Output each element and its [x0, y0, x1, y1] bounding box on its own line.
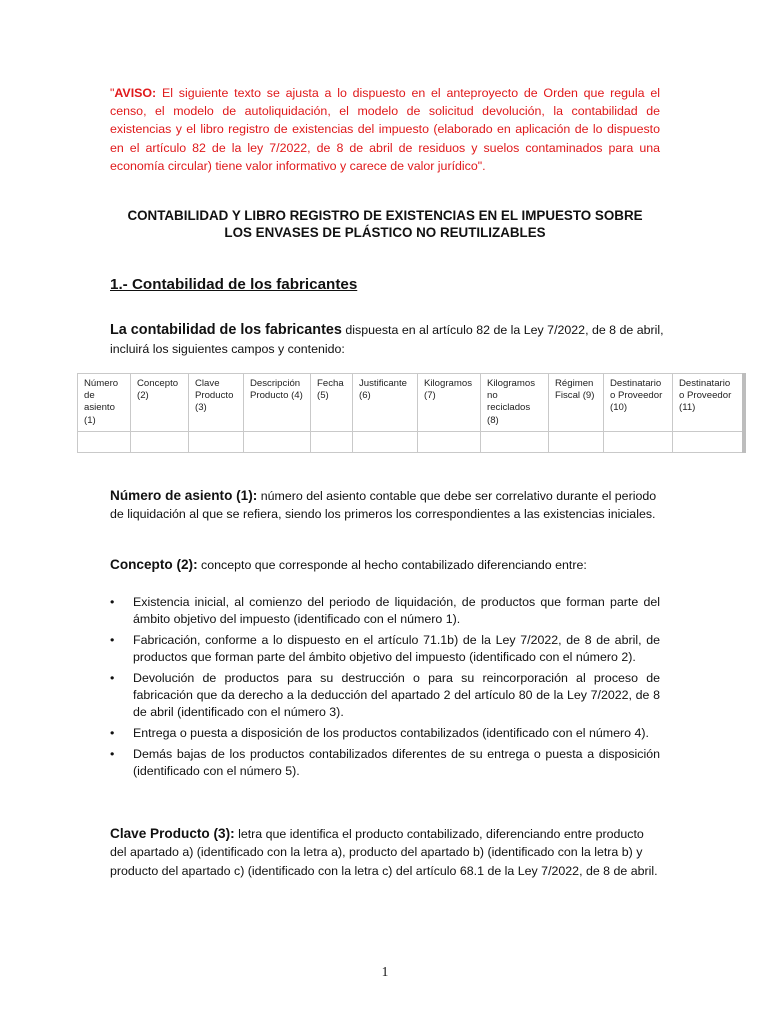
- section-heading: 1.- Contabilidad de los fabricantes: [110, 276, 358, 293]
- table-cell: [353, 431, 418, 452]
- table-cell: [78, 431, 131, 452]
- intro-lead: La contabilidad de los fabricantes: [110, 322, 342, 338]
- table-header-row: [78, 374, 744, 432]
- concepto-paragraph: [110, 556, 660, 574]
- table-header-cell: Régimen Fiscal (9): [549, 374, 604, 432]
- table-header-cell: Concepto (2): [131, 374, 189, 432]
- table-header-cell: Descripción Producto (4): [244, 374, 311, 432]
- list-item-text: Existencia inicial, al comienzo del periodo de liquidación, de productos que forman parte del ámbito objetivo del impuesto (identificado con el número 1).: [133, 595, 660, 627]
- asiento-paragraph: [110, 487, 660, 524]
- bullet-icon: •: [110, 633, 115, 647]
- table-cell: [549, 431, 604, 452]
- clave-text: letra que identifica el producto contabilizado, diferenciando entre producto del apartado a) (identificado con la letra a), producto del apartado b) (identificado con la letra b) y producto del apartado c) (identificado con la letra c) del artículo 68.1 de la Ley 7/2022, de 8 de abril.: [110, 827, 658, 878]
- table-header-cell: Justificante (6): [353, 374, 418, 432]
- list-item: [110, 746, 660, 780]
- asiento-term: Número de asiento (1):: [110, 488, 258, 503]
- table-header-cell: Destinatario o Proveedor (11): [673, 374, 744, 432]
- list-item-text: Demás bajas de los productos contabilizados diferentes de su entrega o puesta a disposición (identificado con el número 5).: [133, 747, 660, 779]
- clave-term: Clave Producto (3):: [110, 826, 235, 841]
- page-number: 1: [381, 964, 389, 979]
- clave-paragraph: [110, 825, 660, 880]
- table-header-cell: Destinatario o Proveedor (10): [604, 374, 673, 432]
- table-cell: [311, 431, 353, 452]
- concepto-text: concepto que corresponde al hecho contabilizado diferenciando entre:: [197, 558, 587, 572]
- asiento-text: número del asiento contable que debe ser correlativo durante el periodo de liquidación al que se refiera, siendo los primeros los correspondientes a las existencias iniciales.: [110, 489, 657, 522]
- table-cell: [189, 431, 244, 452]
- table-cell: [481, 431, 549, 452]
- list-item-text: Fabricación, conforme a lo dispuesto en el artículo 71.1b) de la Ley 7/2022, de 8 de abril, de productos que forman parte del ámbito objetivo del impuesto (identificado con el número 2).: [133, 633, 660, 665]
- notice-open-quote: ": [110, 86, 115, 100]
- intro-paragraph: [110, 321, 670, 358]
- table-cell: [131, 431, 189, 452]
- table-header-cell: Fecha (5): [311, 374, 353, 432]
- bullet-icon: •: [110, 726, 115, 741]
- table-cell: [604, 431, 673, 452]
- fields-table: [77, 373, 746, 453]
- bullet-icon: •: [110, 671, 115, 685]
- bullet-icon: •: [110, 747, 115, 761]
- table-header-cell: Kilogramos (7): [418, 374, 481, 432]
- document-title: [100, 207, 670, 241]
- list-item-text: Entrega o puesta a disposición de los productos contabilizados (identificado con el número 4).: [133, 726, 649, 741]
- legal-notice: [110, 84, 660, 175]
- table-header-cell: Kilogramos no reciclados (8): [481, 374, 549, 432]
- table-cell: [244, 431, 311, 452]
- list-item: [110, 670, 660, 722]
- notice-label: AVISO:: [114, 86, 157, 100]
- bullet-icon: •: [110, 595, 115, 609]
- list-item: [110, 632, 660, 666]
- table-header-cell: Número de asiento (1): [78, 374, 131, 432]
- list-item: [110, 594, 660, 628]
- list-item-text: Devolución de productos para su destrucción o para su reincorporación al proceso de fabricación que da derecho a la deducción del apartado 2 del artículo 80 de la Ley 7/2022, de 8 de abril (identificado con el número 3).: [133, 671, 660, 720]
- table-empty-row: [78, 431, 744, 452]
- concepto-term: Concepto (2):: [110, 557, 198, 572]
- table-header-cell: Clave Producto (3): [189, 374, 244, 432]
- table-cell: [418, 431, 481, 452]
- list-item: [110, 725, 660, 742]
- notice-text: El siguiente texto se ajusta a lo dispuesto en el anteproyecto de Orden que regula el censo, el modelo de autoliquidación, el modelo de solicitud devolución, la contabilidad de existencias y el libro registro de existencias del impuesto (elaborado en aplicación de lo dispuesto en el artículo 82 de la ley 7/2022, de 8 de abril de residuos y suelos contaminados para una economía circular) tiene valor informativo y carece de valor jurídico".: [110, 86, 660, 173]
- document-title-line-1: CONTABILIDAD Y LIBRO REGISTRO DE EXISTENCIAS EN EL IMPUESTO SOBRE: [127, 208, 643, 223]
- concepto-bullet-list: [110, 594, 660, 784]
- intro-text: dispuesta en al artículo 82 de la Ley 7/2022, de 8 de abril, incluirá los siguientes campos y contenido:: [110, 323, 664, 356]
- table-cell: [673, 431, 744, 452]
- document-title-line-2: LOS ENVASES DE PLÁSTICO NO REUTILIZABLES: [224, 225, 546, 240]
